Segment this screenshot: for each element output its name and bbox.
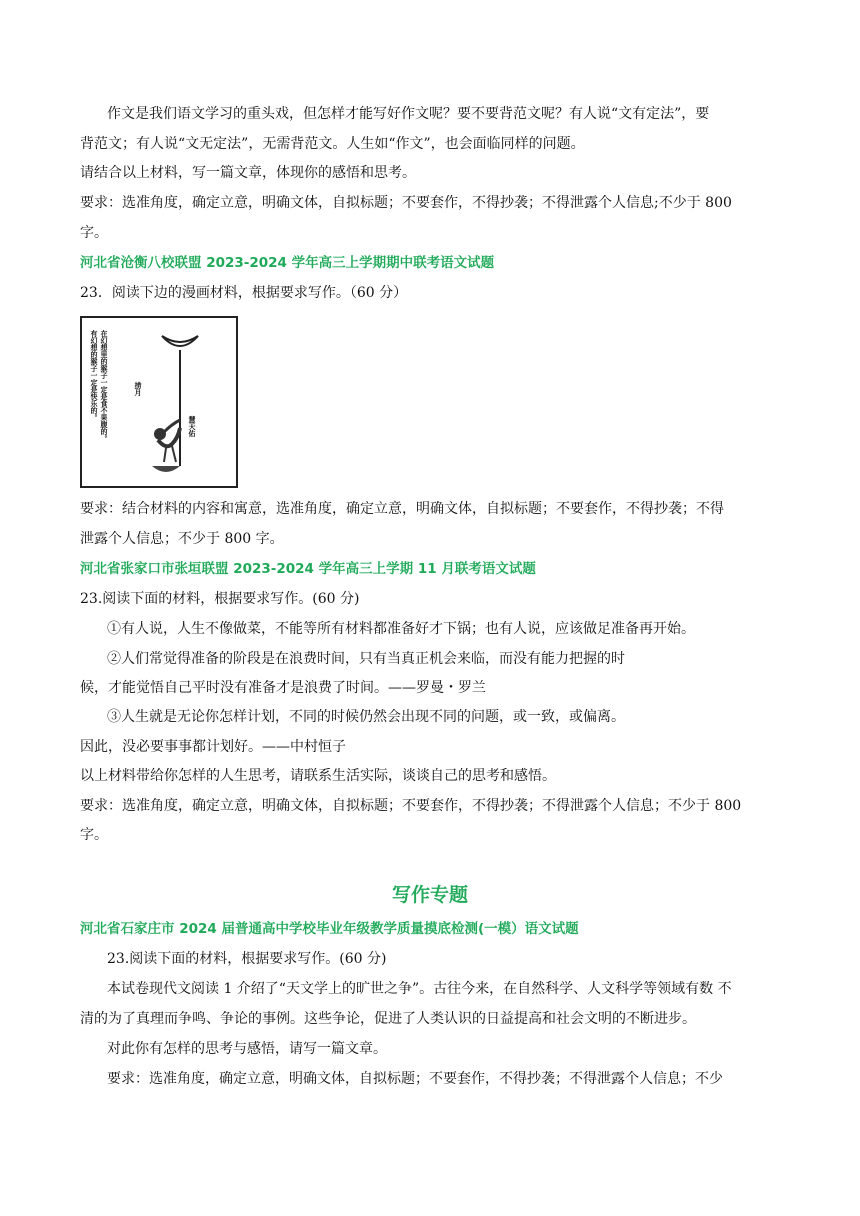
source-title-3: 河北省石家庄市 2024 届普通高中学校毕业年级教学质量摸底检测(一模）语文试题 (80, 921, 579, 937)
intro-line-3: 请结合以上材料，写一篇文章，体现你的感悟和思考。 (80, 165, 416, 181)
intro-requirement-1: 要求：选准角度，确定立意，明确文体，自拟标题；不要套作，不得抄袭；不得泄露个人信息;不少于 800 (80, 195, 732, 211)
question-2: 23.阅读下面的材料，根据要求写作。(60 分) (80, 591, 360, 607)
section-heading: 写作专题 (391, 884, 468, 906)
requirement-2a: 要求：选准角度，确定立意，明确文体，自拟标题；不要套作，不得抄袭；不得泄露个人信息；不少于 800 (80, 798, 742, 814)
material-line-3: 候，才能觉悟自己平时没有准备才是浪费了时间。——罗曼・罗兰 (80, 680, 486, 696)
material-3-line-2: 清的为了真理而争鸣、争论的事例。这些争论，促进了人类认识的日益提高和社会文明的不断进步。 (80, 1011, 696, 1027)
intro-line-1: 作文是我们语文学习的重头戏，但怎样才能写好作文呢？要不要背范文呢？有人说“文有定法”，要 (107, 106, 710, 122)
comic-image (80, 316, 238, 488)
material-line-4: ③人生就是无论你怎样计划，不同的时候仍然会出现不同的问题，或一致，或偏离。 (107, 709, 625, 725)
requirement-1b: 泄露个人信息；不少于 800 字。 (80, 531, 284, 547)
source-title-2: 河北省张家口市张垣联盟 2023-2024 学年高三上学期 11 月联考语文试题 (80, 561, 536, 577)
question-1: 23．阅读下边的漫画材料，根据要求写作。（60 分） (80, 285, 408, 301)
comic-title: 捞月 (134, 382, 142, 396)
requirement-1a: 要求：结合材料的内容和寓意，选准角度，确定立意，明确文体，自拟标题；不要套作，不得抄袭；不得 (80, 501, 724, 517)
material-3-line-1: 本试卷现代文阅读 1 介绍了“天文学上的旷世之争”。古往今来，在自然科学、人文科学等领域有数 不 (107, 981, 732, 997)
intro-line-2: 背范文；有人说“文无定法”，无需背范文。人生如“作文”，也会面临同样的问题。 (80, 136, 585, 152)
comic-text-left: 在幻想里的猴子一定是食不果腹的。 (100, 330, 108, 442)
comic-drawing (80, 316, 238, 488)
source-title-1: 河北省沧衡八校联盟 2023-2024 学年高三上学期期中联考语文试题 (80, 255, 495, 271)
material-line-6: 以上材料带给你怎样的人生思考，请联系生活实际，谈谈自己的思考和感悟。 (80, 768, 556, 784)
requirement-3: 要求：选准角度，确定立意，明确文体，自拟标题；不要套作，不得抄袭；不得泄露个人信息；不少 (107, 1071, 723, 1087)
material-line-5: 因此，没必要事事都计划好。——中村恒子 (80, 739, 346, 755)
comic-text-right: 有幻想的猴子一定是快乐的。 (90, 330, 98, 421)
comic-author: 慧天佑 (188, 416, 196, 437)
intro-requirement-2: 字。 (80, 225, 108, 241)
requirement-2b: 字。 (80, 827, 108, 843)
material-line-1: ①有人说，人生不像做菜，不能等所有材料都准备好才下锅；也有人说，应该做足准备再开始。 (107, 621, 695, 637)
question-3: 23.阅读下面的材料，根据要求写作。(60 分) (107, 951, 387, 967)
material-line-2: ②人们常觉得准备的阶段是在浪费时间，只有当真正机会来临，而没有能力把握的时 (107, 651, 625, 667)
material-3-line-3: 对此你有怎样的思考与感悟，请写一篇文章。 (107, 1041, 387, 1057)
